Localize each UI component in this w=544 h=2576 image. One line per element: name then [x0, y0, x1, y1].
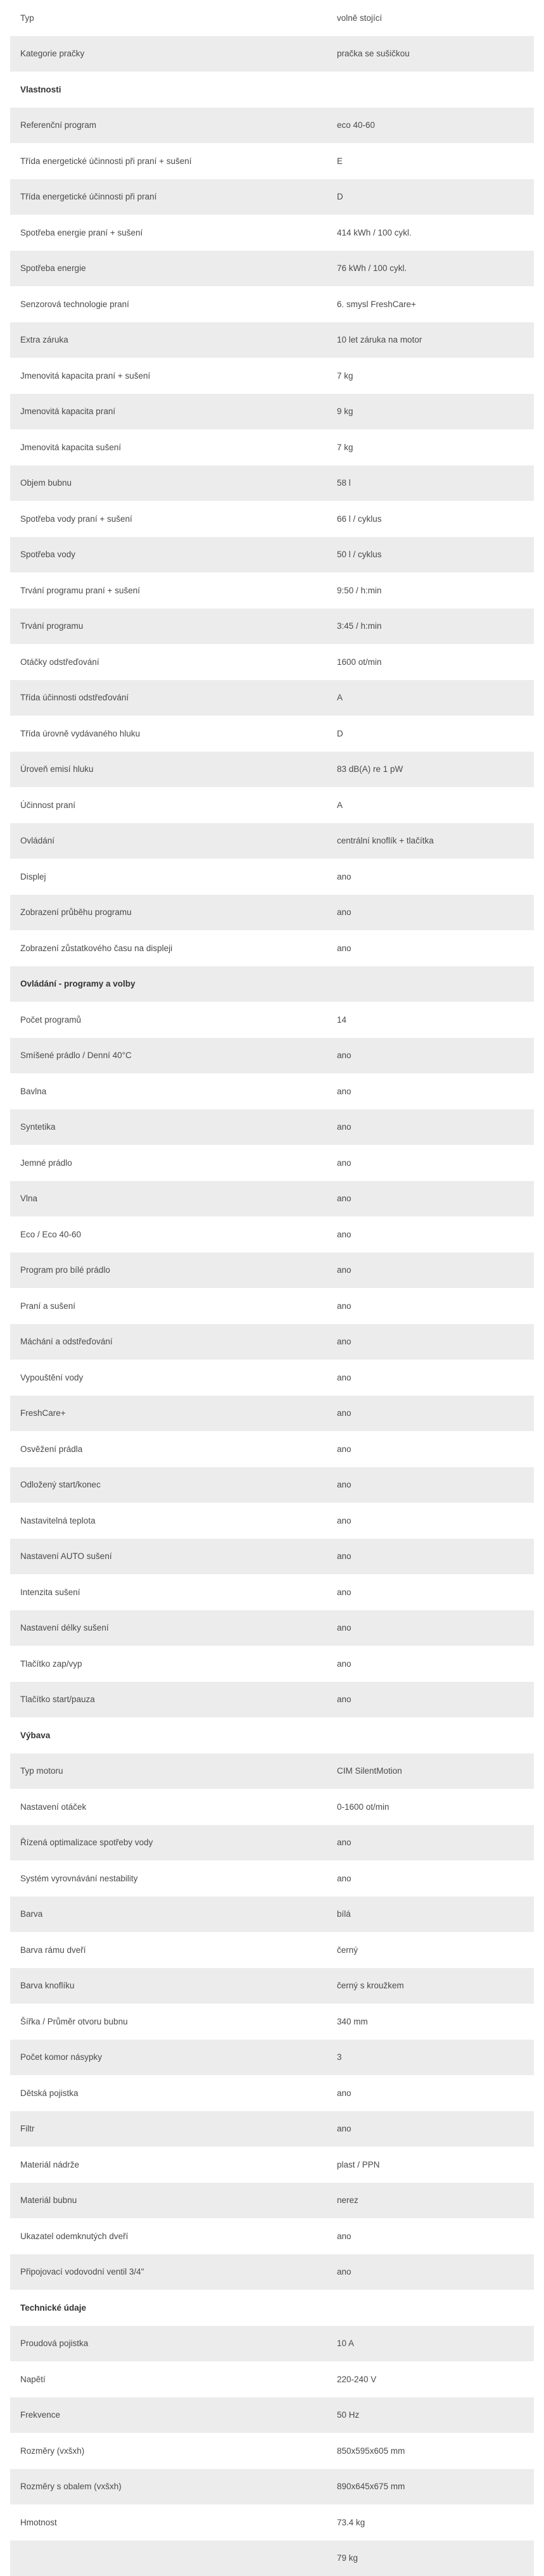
spec-value: ano	[337, 1337, 534, 1346]
spec-label: Jmenovitá kapacita sušení	[10, 443, 337, 452]
spec-row	[10, 1503, 534, 1539]
spec-label: Spotřeba energie	[10, 263, 337, 273]
spec-label: Nastavení otáček	[10, 1802, 337, 1812]
spec-label: Displej	[10, 872, 337, 881]
spec-value: 9:50 / h:min	[337, 586, 534, 595]
spec-value: ano	[337, 1230, 534, 1239]
spec-row	[10, 1968, 534, 2004]
spec-row	[10, 1288, 534, 1324]
spec-row	[10, 2111, 534, 2147]
spec-label: Řízená optimalizace spotřeby vody	[10, 1838, 337, 1847]
spec-label: Referenční program	[10, 120, 337, 130]
spec-row	[10, 1145, 534, 1181]
spec-value: ano	[337, 2232, 534, 2241]
spec-label: Tlačítko zap/vyp	[10, 1659, 337, 1669]
spec-label: Třída úrovně vydávaného hluku	[10, 729, 337, 738]
spec-row	[10, 1897, 534, 1933]
spec-row	[10, 1574, 534, 1610]
section-header-row	[10, 1717, 534, 1753]
spec-value: 79 kg	[337, 2553, 534, 2563]
spec-row	[10, 1539, 534, 1575]
specification-table	[10, 0, 534, 2576]
spec-value: ano	[337, 1874, 534, 1883]
spec-value: 6. smysl FreshCare+	[337, 300, 534, 309]
spec-row	[10, 2504, 534, 2541]
spec-label: Napětí	[10, 2375, 337, 2384]
spec-row	[10, 1860, 534, 1897]
spec-row	[10, 2183, 534, 2219]
spec-label: Intenzita sušení	[10, 1588, 337, 1597]
spec-value: A	[337, 800, 534, 810]
spec-value: ano	[337, 2267, 534, 2276]
spec-row	[10, 286, 534, 322]
spec-row	[10, 465, 534, 502]
spec-label: Rozměry s obalem (vxšxh)	[10, 2482, 337, 2491]
spec-row	[10, 2218, 534, 2254]
spec-value: eco 40-60	[337, 120, 534, 130]
spec-value: ano	[337, 1444, 534, 1454]
spec-value: A	[337, 693, 534, 702]
spec-row	[10, 394, 534, 430]
spec-value: ano	[337, 1659, 534, 1669]
spec-label: Proudová pojistka	[10, 2339, 337, 2348]
spec-value: 890x645x675 mm	[337, 2482, 534, 2491]
spec-value: D	[337, 192, 534, 201]
spec-value: 83 dB(A) re 1 pW	[337, 764, 534, 774]
spec-row	[10, 1360, 534, 1396]
spec-value: plast / PPN	[337, 2160, 534, 2169]
spec-row	[10, 1038, 534, 1074]
spec-label: Filtr	[10, 2124, 337, 2133]
section-title: Ovládání - programy a volby	[10, 979, 337, 988]
spec-value: ano	[337, 1480, 534, 1489]
spec-label: Barva	[10, 1909, 337, 1919]
spec-row	[10, 787, 534, 823]
spec-label: Dětská pojistka	[10, 2088, 337, 2098]
spec-label: Program pro bílé prádlo	[10, 1265, 337, 1275]
spec-row	[10, 572, 534, 609]
spec-row	[10, 1825, 534, 1861]
spec-value: černý s kroužkem	[337, 1981, 534, 1990]
spec-row	[10, 2254, 534, 2290]
spec-row	[10, 2040, 534, 2076]
spec-label: Praní a sušení	[10, 1301, 337, 1311]
section-header-row	[10, 2290, 534, 2326]
spec-value: 50 Hz	[337, 2410, 534, 2420]
spec-label: Eco / Eco 40-60	[10, 1230, 337, 1239]
spec-value: 1600 ot/min	[337, 657, 534, 667]
spec-label: Zobrazení zůstatkového času na displeji	[10, 944, 337, 953]
spec-label: Jmenovitá kapacita praní	[10, 407, 337, 416]
spec-value: ano	[337, 1695, 534, 1704]
spec-value: ano	[337, 1838, 534, 1847]
spec-label: Otáčky odstřeďování	[10, 657, 337, 667]
spec-label: Počet komor násypky	[10, 2052, 337, 2062]
spec-row	[10, 0, 534, 36]
spec-value: 10 let záruka na motor	[337, 335, 534, 344]
spec-row	[10, 2361, 534, 2397]
spec-value: nerez	[337, 2195, 534, 2205]
spec-label: Nastavitelná teplota	[10, 1516, 337, 1525]
spec-value: ano	[337, 1122, 534, 1132]
spec-value: ano	[337, 1194, 534, 1203]
spec-label: Materiál nádrže	[10, 2160, 337, 2169]
spec-value: ano	[337, 907, 534, 917]
spec-row	[10, 251, 534, 287]
spec-row	[10, 2004, 534, 2040]
spec-value: ano	[337, 1265, 534, 1275]
spec-label: Počet programů	[10, 1015, 337, 1025]
spec-label: Připojovací vodovodní ventil 3/4"	[10, 2267, 337, 2276]
spec-value: 340 mm	[337, 2017, 534, 2026]
spec-label: Třída energetické účinnosti při praní	[10, 192, 337, 201]
spec-value: centrální knoflík + tlačítka	[337, 836, 534, 845]
spec-row	[10, 1002, 534, 1038]
spec-label: Typ motoru	[10, 1766, 337, 1776]
spec-label: Extra záruka	[10, 335, 337, 344]
spec-value: ano	[337, 1158, 534, 1168]
spec-row	[10, 2397, 534, 2434]
spec-value: 10 A	[337, 2339, 534, 2348]
spec-label: Barva knoflíku	[10, 1981, 337, 1990]
spec-value: 50 l / cyklus	[337, 550, 534, 559]
spec-row	[10, 1932, 534, 1968]
spec-label: Syntetika	[10, 1122, 337, 1132]
spec-row	[10, 752, 534, 788]
spec-row	[10, 2147, 534, 2183]
spec-label: Frekvence	[10, 2410, 337, 2420]
spec-row	[10, 1396, 534, 1432]
spec-value: 220-240 V	[337, 2375, 534, 2384]
spec-label: Nastavení AUTO sušení	[10, 1551, 337, 1561]
spec-value: 414 kWh / 100 cykl.	[337, 228, 534, 237]
spec-row	[10, 644, 534, 680]
spec-label: Třída účinnosti odstřeďování	[10, 693, 337, 702]
spec-value: černý	[337, 1945, 534, 1955]
spec-row	[10, 36, 534, 72]
spec-row	[10, 2433, 534, 2469]
spec-row	[10, 1467, 534, 1503]
spec-row	[10, 895, 534, 931]
spec-value: 7 kg	[337, 371, 534, 381]
spec-row	[10, 609, 534, 645]
spec-row	[10, 108, 534, 144]
spec-value: bílá	[337, 1909, 534, 1919]
spec-value: 76 kWh / 100 cykl.	[337, 263, 534, 273]
spec-label: Tlačítko start/pauza	[10, 1695, 337, 1704]
spec-label: Smíšené prádlo / Denní 40°C	[10, 1051, 337, 1060]
spec-row	[10, 1324, 534, 1360]
spec-label: Účinnost praní	[10, 800, 337, 810]
section-title: Technické údaje	[10, 2303, 337, 2313]
spec-label: Vypouštění vody	[10, 1373, 337, 1382]
section-title: Vlastnosti	[10, 85, 337, 94]
spec-label: Systém vyrovnávání nestability	[10, 1874, 337, 1883]
spec-label: Spotřeba energie praní + sušení	[10, 228, 337, 237]
spec-value: E	[337, 156, 534, 166]
spec-row	[10, 930, 534, 966]
spec-label: Objem bubnu	[10, 478, 337, 488]
spec-row	[10, 2469, 534, 2505]
spec-label: Ukazatel odemknutých dveří	[10, 2232, 337, 2241]
spec-label: Rozměry (vxšxh)	[10, 2446, 337, 2456]
spec-label: Jemné prádlo	[10, 1158, 337, 1168]
spec-value: 850x595x605 mm	[337, 2446, 534, 2456]
spec-value: ano	[337, 1623, 534, 1632]
spec-value: 58 l	[337, 478, 534, 488]
spec-row	[10, 716, 534, 752]
spec-row	[10, 537, 534, 573]
spec-value: 7 kg	[337, 443, 534, 452]
spec-value: ano	[337, 1408, 534, 1418]
spec-label: FreshCare+	[10, 1408, 337, 1418]
spec-value: ano	[337, 1301, 534, 1311]
spec-row	[10, 2326, 534, 2362]
spec-row	[10, 358, 534, 394]
spec-label: Úroveň emisí hluku	[10, 764, 337, 774]
spec-label: Třída energetické účinnosti při praní + sušení	[10, 156, 337, 166]
spec-label: Nastavení délky sušení	[10, 1623, 337, 1632]
spec-label: Barva rámu dveří	[10, 1945, 337, 1955]
spec-row	[10, 1181, 534, 1217]
spec-label: Máchání a odstřeďování	[10, 1337, 337, 1346]
spec-row	[10, 1216, 534, 1253]
spec-row	[10, 322, 534, 358]
spec-value: ano	[337, 1588, 534, 1597]
spec-value: 73.4 kg	[337, 2518, 534, 2527]
spec-label: Materiál bubnu	[10, 2195, 337, 2205]
spec-value: ano	[337, 1373, 534, 1382]
spec-row	[10, 501, 534, 537]
spec-row	[10, 859, 534, 895]
spec-row	[10, 1682, 534, 1718]
spec-value: ano	[337, 2124, 534, 2133]
spec-label: Šířka / Průměr otvoru bubnu	[10, 2017, 337, 2026]
spec-value: D	[337, 729, 534, 738]
spec-value: ano	[337, 1551, 534, 1561]
spec-value: ano	[337, 944, 534, 953]
spec-row	[10, 429, 534, 465]
spec-row	[10, 215, 534, 251]
spec-row	[10, 2541, 534, 2576]
spec-value: 66 l / cyklus	[337, 514, 534, 524]
spec-label: Trvání programu praní + sušení	[10, 586, 337, 595]
spec-label: Ovládání	[10, 836, 337, 845]
spec-row	[10, 143, 534, 179]
spec-value: 3	[337, 2052, 534, 2062]
spec-value: ano	[337, 2088, 534, 2098]
spec-value: 0-1600 ot/min	[337, 1802, 534, 1812]
spec-row	[10, 1253, 534, 1289]
spec-value: CIM SilentMotion	[337, 1766, 534, 1776]
spec-label: Spotřeba vody praní + sušení	[10, 514, 337, 524]
spec-value: ano	[337, 1516, 534, 1525]
spec-row	[10, 1789, 534, 1825]
spec-row	[10, 680, 534, 716]
spec-value: ano	[337, 1087, 534, 1096]
spec-value: volně stojící	[337, 13, 534, 23]
spec-label: Bavlna	[10, 1087, 337, 1096]
spec-row	[10, 823, 534, 859]
section-header-row	[10, 72, 534, 108]
spec-row	[10, 179, 534, 215]
spec-label: Spotřeba vody	[10, 550, 337, 559]
spec-label: Typ	[10, 13, 337, 23]
spec-value: ano	[337, 872, 534, 881]
spec-row	[10, 1073, 534, 1109]
spec-value: 9 kg	[337, 407, 534, 416]
spec-value: ano	[337, 1051, 534, 1060]
spec-label: Trvání programu	[10, 621, 337, 631]
spec-label: Odložený start/konec	[10, 1480, 337, 1489]
spec-row	[10, 1753, 534, 1790]
spec-label: Hmotnost	[10, 2518, 337, 2527]
spec-row	[10, 1610, 534, 1646]
spec-label: Osvěžení prádla	[10, 1444, 337, 1454]
spec-row	[10, 1431, 534, 1467]
spec-row	[10, 2075, 534, 2111]
spec-value: 14	[337, 1015, 534, 1025]
spec-value: 3:45 / h:min	[337, 621, 534, 631]
spec-label: Senzorová technologie praní	[10, 300, 337, 309]
spec-value: pračka se sušičkou	[337, 49, 534, 58]
spec-row	[10, 1646, 534, 1682]
spec-label: Vlna	[10, 1194, 337, 1203]
spec-label: Jmenovitá kapacita praní + sušení	[10, 371, 337, 381]
spec-label: Kategorie pračky	[10, 49, 337, 58]
spec-row	[10, 1109, 534, 1146]
section-title: Výbava	[10, 1731, 337, 1740]
spec-label: Zobrazení průběhu programu	[10, 907, 337, 917]
section-header-row	[10, 966, 534, 1002]
